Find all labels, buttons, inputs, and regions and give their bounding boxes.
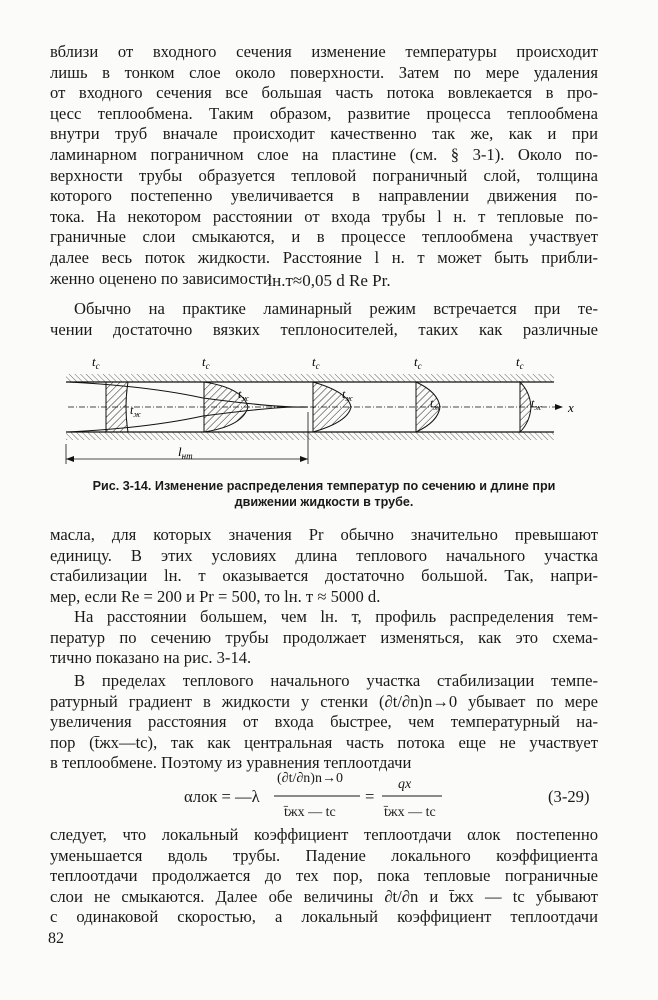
svg-text:tc: $t_c$ xyxy=(516,354,524,371)
text-line: мер, если Re = 200 и Pr = 500, то lн. т ≈ 5000 d. xyxy=(50,586,381,606)
svg-text:tж: $t_ж$ xyxy=(430,396,441,412)
text-line: уменьшается вдоль трубы. Падение локального коэффициента xyxy=(50,845,598,865)
entry-length-label: $l_{нт}$ xyxy=(178,444,193,461)
equation-render xyxy=(0,758,658,824)
pipe-diagram xyxy=(58,352,598,470)
text-line: стабилизации lн. т оказывается достаточно большой. Так, напри- xyxy=(50,566,598,586)
text-line: Обычно на практике ламинарный режим встречается при те- xyxy=(74,299,598,318)
svg-text:tж: $t_ж$ xyxy=(342,387,353,403)
text-line: женно оценено по зависимости xyxy=(50,268,272,288)
text-line: цесс теплообмена. Таким образом, развитие процесса теплообмена xyxy=(50,103,598,123)
paragraph-3 xyxy=(50,525,598,607)
svg-text:tc: $t_c$ xyxy=(202,354,210,371)
wall-temperature-labels xyxy=(92,354,524,371)
paragraph-4 xyxy=(50,607,598,669)
text-line: ператур по сечению трубы продолжает изменяться, как это схема- xyxy=(50,627,598,647)
text-line: единицу. В этих условиях длина теплового начального участка xyxy=(50,545,598,565)
figure-caption xyxy=(50,478,598,510)
text-line: следует, что локальный коэффициент теплоотдачи αлок постепенно xyxy=(50,825,598,844)
paragraph-6 xyxy=(50,825,598,928)
text-line: верхности трубы образуется тепловой пограничный слой, толщина xyxy=(50,165,598,185)
axis-label-x: x xyxy=(568,400,574,415)
equation-number: (3-29) xyxy=(548,787,590,806)
text-line: граничные слои смыкаются, и в процессе теплообмена участвует xyxy=(50,227,598,247)
text-line: На расстоянии большем, чем lн. т, профиль распределения тем- xyxy=(74,607,598,626)
text-line: чении достаточно вязких теплоносителей, таких как различные xyxy=(50,319,598,339)
text-line: слои не смыкаются. Далее обе величины ∂t/∂n и t̄жх — tc убывают xyxy=(50,886,598,906)
svg-text:tc: $t_c$ xyxy=(312,354,320,371)
text-line: пор (t̄жх—tc), так как центральная часть потока еще не участвует xyxy=(50,732,598,752)
page-number: 82 xyxy=(48,930,64,947)
text-line: масла, для которых значения Pr обычно значительно превышают xyxy=(50,525,598,544)
svg-text:tc: $t_c$ xyxy=(414,354,422,371)
svg-text:tж: $t_ж$ xyxy=(531,396,542,412)
text-line: с одинаковой скоростью, а локальный коэффициент теплоотдачи xyxy=(50,907,598,927)
text-line: лишь в тонком слое около поверхности. Затем по мере удаления xyxy=(50,62,598,82)
text-line: в теплообмене. Поэтому из уравнения теплоотдачи xyxy=(50,753,412,773)
text-line: тично показано на рис. 3-14. xyxy=(50,648,252,668)
equation-3-29 xyxy=(0,758,658,824)
text-line: внутри труб вначале происходит качественно так же, как и при xyxy=(50,124,598,144)
svg-text:tж: $t_ж$ xyxy=(130,403,141,419)
figure-3-14 xyxy=(58,352,598,475)
fraction2-numerator: qx xyxy=(398,777,412,792)
text-line: В пределах теплового начального участка стабилизации темпе- xyxy=(74,671,598,690)
equals-sign: = xyxy=(365,787,375,806)
caption-line: Рис. 3-14. Изменение распределения температур по сечению и длине при xyxy=(92,479,556,493)
pipe-wall-bottom xyxy=(66,432,554,440)
text-line: далее весь поток жидкости. Расстояние l н. т может быть прибли- xyxy=(50,247,598,267)
fraction2-denominator: t̄жх — tc xyxy=(384,805,436,820)
svg-text:tc: $t_c$ xyxy=(92,354,100,371)
paragraph-1 xyxy=(50,42,598,289)
text-line: ламинарном пограничном слое на пластине (см. § 3-1). Около по- xyxy=(50,144,598,164)
text-line: ратурный градиент в жидкости у стенки (∂t/∂n)n→0 убывает по мере xyxy=(50,691,598,711)
text-line: увеличения расстояния от входа быстрее, чем температурный на- xyxy=(50,712,598,732)
axis-arrow xyxy=(555,404,563,410)
fraction1-numerator: (∂t/∂n)n→0 xyxy=(277,771,343,786)
formula-entry-length: lн.т≈0,05 d Re Pr. xyxy=(267,271,391,290)
fraction1-denominator: t̄жх — tc xyxy=(284,805,336,820)
paragraph-2 xyxy=(50,299,598,340)
text-line: тока. На некотором расстоянии от входа трубы l н. т тепловые по- xyxy=(50,206,598,226)
caption-line: движении жидкости в трубе. xyxy=(234,495,414,509)
text-line: которого постепенно увеличивается в направлении движения по- xyxy=(50,186,598,206)
text-line: от входного сечения все большая часть потока вовлекается в про- xyxy=(50,83,598,103)
svg-text:tж: $t_ж$ xyxy=(238,387,249,403)
equation-lhs: αлок = —λ xyxy=(184,787,260,806)
pipe-wall-top xyxy=(66,374,554,382)
text-line: вблизи от входного сечения изменение температуры происходит xyxy=(50,42,598,61)
text-line: теплоотдачи продолжается до тех пор, пока тепловые пограничные xyxy=(50,866,598,886)
